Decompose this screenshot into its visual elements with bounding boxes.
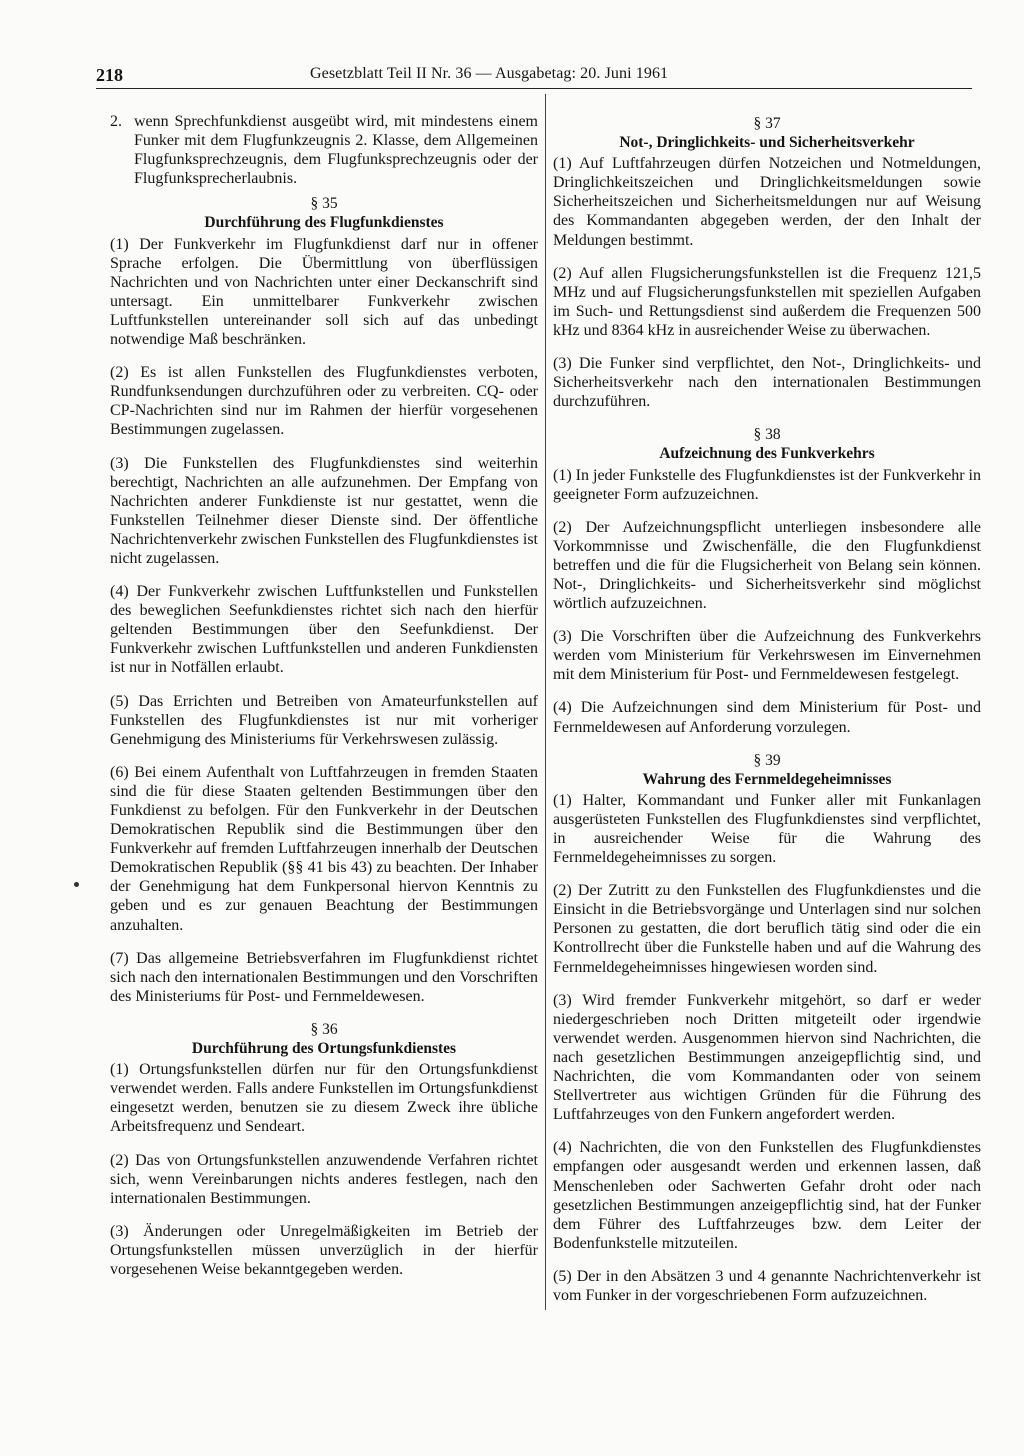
section-39-title: Wahrung des Fernmeldegeheimnisses [642, 770, 892, 788]
section-38-paragraph-4: (4) Die Aufzeichnungen sind dem Ministerium für Post- und Fernmeldewesen auf Anforderung vorzulegen. [553, 699, 981, 736]
section-35-paragraph-1: (1) Der Funkverkehr im Flugfunkdienst darf nur in offener Sprache erfolgen. Die Übermittlung von überflüssigen Nachrichten und von Nachrichten unter einer Deckanschrift sind untersagt. Ein unmittelbarer Funkverkehr zwischen Luftfunkstellen untereinander soll sich auf das unbedingt notwendige Maß beschränken. [110, 235, 538, 349]
section-39-paragraph-2: (2) Der Zutritt zu den Funkstellen des Flugfunkdienstes und die Einsicht in die Betriebsvorgänge und Unterlagen sind nur solchen Personen zu gestatten, die dort beruflich tätig sind oder die ein Kontrollrecht über die Funkstelle haben und auf die Wahrung des Fernmeldegeheimnisses hingewiesen worden sind. [553, 882, 981, 976]
gazette-title: Gesetzblatt Teil II Nr. 36 — Ausgabetag: 20. Juni 1961 [310, 65, 669, 82]
section-36-number: § 36 [310, 1020, 338, 1038]
section-38-paragraph-2: (2) Der Aufzeichnungspflicht unterliegen insbesondere alle Vorkommnisse und Zwischenfälle, die den Flugfunkdienst betreffen und die für die Flugsicherheit von Belang sein können. Not-, Dringlichkeits- und Sicherheitsverkehr sind möglichst wörtlich aufzuzeichnen. [553, 518, 981, 613]
list-item-number: 2. [110, 113, 122, 130]
section-36-paragraph-1: (1) Ortungsfunkstellen dürfen nur für den Ortungsfunkdienst verwendet werden. Falls andere Funkstellen im Ortungsfunkdienst eingesetzt werden, benutzen sie zu diesem Zweck ihre übliche Arbeitsfrequenz und Sendeart. [110, 1061, 538, 1136]
section-35-paragraph-3: (3) Die Funkstellen des Flugfunkdienstes sind weiterhin berechtigt, Nachrichten an alle aufzunehmen. Der Empfang von Nachrichten anderer Funkdienste ist nur gestattet, wenn die Funkstellen Teilnehmer dieser Dienste sind. Der öffentliche Nachrichtenverkehr zwischen Funkstellen des Flugfunkdienstes ist nicht zugelassen. [110, 454, 538, 567]
section-39-paragraph-4: (4) Nachrichten, die von den Funkstellen des Flugfunkdienstes empfangen oder ausgesandt werden und erkennen lassen, daß Menschenleben oder Sachwerten Gefahr droht oder nach gesetzlichen Bestimmungen anzeigepflichtig sind, hat der Funker dem Führer des Luftfahrzeuges bzw. dem Leiter der Bodenfunkstelle mitzuteilen. [553, 1139, 981, 1252]
section-35-paragraph-4: (4) Der Funkverkehr zwischen Luftfunkstellen und Funkstellen des beweglichen Seefunkdienstes richtet sich nach den hierfür geltenden Bestimmungen über den Seefunkdienst. Der Funkverkehr zwischen Luftfunkstellen und anderen Funkdiensten ist nur in Notfällen erlaubt. [110, 583, 538, 677]
left-column [110, 112, 538, 1293]
section-39-number: § 39 [753, 751, 781, 769]
section-35-number: § 35 [310, 195, 338, 213]
section-37-title: Not-, Dringlichkeits- und Sicherheitsverkehr [619, 134, 915, 152]
page-header [96, 62, 972, 89]
margin-dot [74, 882, 79, 887]
page-number: 218 [96, 65, 123, 85]
section-38-number: § 38 [753, 426, 781, 444]
section-36-title: Durchführung des Ortungsfunkdienstes [191, 1040, 457, 1058]
section-36-paragraph-3: (3) Änderungen oder Unregelmäßigkeiten im Betrieb der Ortungsfunkstellen müssen unverzüglich in der hierfür vorgesehenen Weise bekanntgegeben werden. [110, 1222, 538, 1278]
list-item-2 [110, 112, 538, 188]
section-38-title: Aufzeichnung des Funkverkehrs [659, 445, 875, 463]
section-35-paragraph-5: (5) Das Errichten und Betreiben von Amateurfunkstellen auf Funkstellen des Flugfunkdienstes ist nur mit vorheriger Genehmigung des Ministeriums für Verkehrswesen zulässig. [110, 692, 538, 748]
section-38-paragraph-1: (1) In jeder Funkstelle des Flugfunkdienstes ist der Funkverkehr in geeigneter Form aufzuzeichnen. [553, 466, 981, 503]
section-35-title: Durchführung des Flugfunkdienstes [204, 214, 444, 232]
section-36-paragraph-2: (2) Das von Ortungsfunkstellen anzuwendende Verfahren richtet sich, wenn Vereinbarungen nichts anderes festlegen, nach den internationalen Bestimmungen. [110, 1151, 538, 1207]
section-37-paragraph-1: (1) Auf Luftfahrzeugen dürfen Notzeichen und Notmeldungen, Dringlichkeitszeichen und Dringlichkeitsmeldungen sowie Sicherheitszeichen und Sicherheitsmeldungen nur auf Weisung des Kommandanten abgegeben werden, der den Inhalt der Meldungen bestimmt. [553, 155, 981, 249]
section-39-paragraph-3: (3) Wird fremder Funkverkehr mitgehört, so darf er weder niedergeschrieben noch Dritten mitgeteilt oder irgendwie verwendet werden. Ausgenommen hiervon sind Nachrichten, die nach gesetzlichen Bestimmungen anzeigepflichtig sind, und Nachrichten, die vom Kommandanten oder von seinem Stellvertreter aus wichtigen Gründen für die Führung des Luftfahrzeuges von den Funkern angefordert werden. [553, 991, 981, 1124]
list-item-text: wenn Sprechfunkdienst ausgeübt wird, mit mindestens einem Funker mit dem Flugfunkzeugnis 2. Klasse, dem Allgemeinen Flugfunksprechzeugnis, dem Flugfunksprechzeugnis oder der Flugfunksprecherlaubnis. [134, 113, 538, 188]
section-37-paragraph-3: (3) Die Funker sind verpflichtet, den Not-, Dringlichkeits- und Sicherheitsverkehr nach den internationalen Bestimmungen durchzuführen. [553, 355, 981, 411]
section-37-number: § 37 [753, 115, 781, 132]
column-divider [545, 94, 546, 1310]
section-35-paragraph-2: (2) Es ist allen Funkstellen des Flugfunkdienstes verboten, Rundfunksendungen durchzuführen oder zu verbreiten. CQ- oder CP-Nachrichten sind nur im Rahmen der hierfür vorgesehenen Bestimmungen zugelassen. [110, 364, 538, 439]
section-35-paragraph-7: (7) Das allgemeine Betriebsverfahren im Flugfunkdienst richtet sich nach den internationalen Bestimmungen und den Vorschriften des Ministeriums für Post- und Fernmeldewesen. [110, 949, 538, 1005]
right-column [553, 112, 981, 1319]
section-38-paragraph-3: (3) Die Vorschriften über die Aufzeichnung des Funkverkehrs werden vom Ministerium für Verkehrswesen im Einvernehmen mit dem Ministerium für Post- und Fernmeldewesen festgelegt. [553, 628, 981, 684]
section-39-paragraph-5: (5) Der in den Absätzen 3 und 4 genannte Nachrichtenverkehr ist vom Funker in der vorgeschriebenen Form aufzuzeichnen. [553, 1267, 981, 1304]
section-37-paragraph-2: (2) Auf allen Flugsicherungsfunkstellen ist die Frequenz 121,5 MHz und auf Flugsicherungsfunkstellen mit speziellen Aufgaben im Such- und Rettungsdienst sind außerdem die Frequenzen 500 kHz und 8364 kHz in ausreichender Weise zu überwachen. [553, 264, 981, 339]
section-35-paragraph-6: (6) Bei einem Aufenthalt von Luftfahrzeugen in fremden Staaten sind die für diese Staaten geltenden Bestimmungen über den Funkdienst zu befolgen. Für den Funkverkehr in der Deutschen Demokratischen Republik sind die Bestimmungen über den Funkverkehr auf fremden Luftfahrzeugen innerhalb der Deutschen Demokratischen Republik (§§ 41 bis 43) zu beachten. Der Inhaber der Genehmigung hat dem Funkpersonal hiervon Kenntnis zu geben und es zur genauen Beachtung der Bestimmungen anzuhalten. [110, 763, 538, 934]
section-39-paragraph-1: (1) Halter, Kommandant und Funker aller mit Funkanlagen ausgerüsteten Funkstellen des Flugfunkdienstes sind verpflichtet, in ausreichender Weise für die Wahrung des Fernmeldegeheimnisses zu sorgen. [553, 791, 981, 867]
